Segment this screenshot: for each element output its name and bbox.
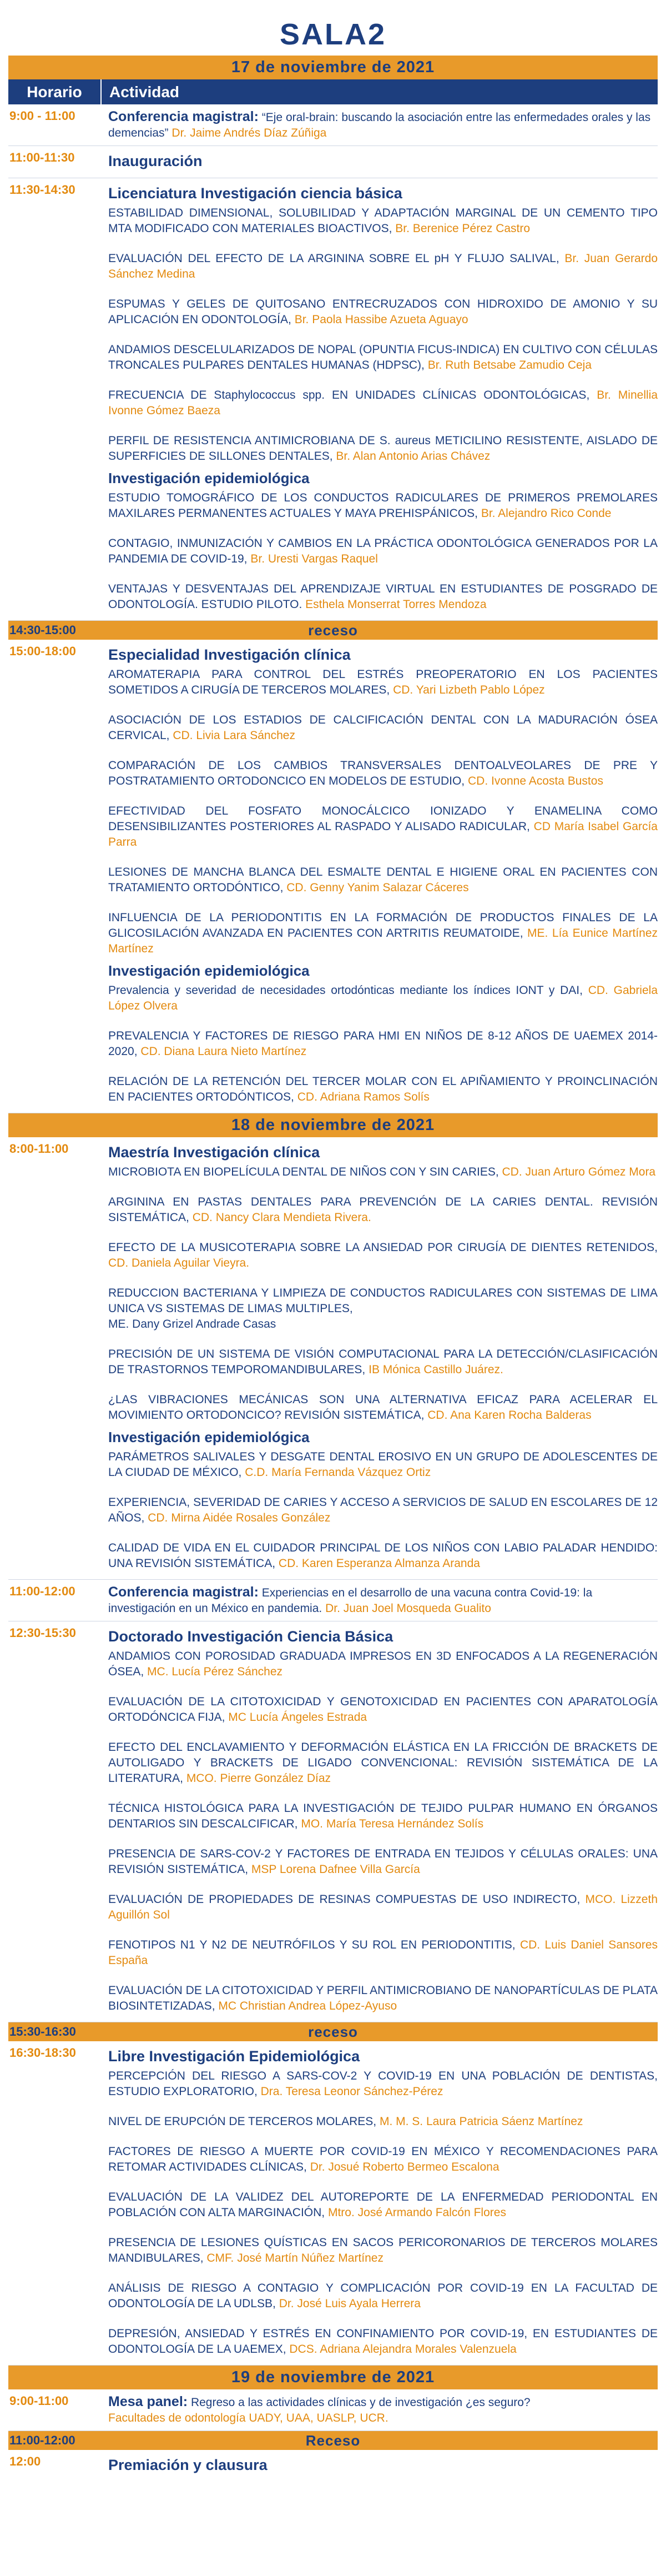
presentation-title: EXPERIENCIA, SEVERIDAD DE CARIES Y ACCESO A SERVICIOS DE SALUD EN ESCOLARES DE 12 AÑOS,: [108, 1496, 658, 1524]
session-title: Maestría Investigación clínica: [108, 1144, 320, 1161]
row-time: 11:00-12:00: [9, 1584, 75, 1598]
session-block: [108, 1621, 658, 2022]
presentation-title: ¿LAS VIBRACIONES MECÁNICAS SON UNA ALTERNATIVA EFICAZ PARA ACELERAR EL MOVIMIENTO ORTODONCICO? REVISIÓN SISTEMÁTICA,: [108, 1393, 658, 1422]
presentation-title: PARÁMETROS SALIVALES Y DESGATE DENTAL EROSIVO EN UN GRUPO DE ADOLESCENTES DE LA CIUDAD DE MÉXICO,: [108, 1450, 658, 1479]
presentation-item: [108, 536, 658, 567]
presenter: IB Mónica Castillo Juárez.: [369, 1363, 503, 1376]
presentation-item: [108, 342, 658, 373]
row-time: 11:00-11:30: [9, 150, 75, 164]
presentation-title: AROMATERAPIA PARA CONTROL DEL ESTRÉS PREOPERATORIO EN LOS PACIENTES SOMETIDOS A CIRUGÍA DE TERCEROS MOLARES,: [108, 668, 658, 696]
presentation-title: EVALUACIÓN DE LA VALIDEZ DEL AUTOREPORTE DE LA ENFERMEDAD PERIODONTAL EN POBLACIÓN CON ALTA MARGINACIÓN,: [108, 2191, 658, 2219]
presentation-item: [108, 2068, 658, 2100]
presenter: Br. Minellia Ivonne Gómez Baeza: [108, 389, 658, 417]
recess-label: receso: [308, 2023, 358, 2040]
presentation-title: ASOCIACIÓN DE LOS ESTADIOS DE CALCIFICACIÓN DENTAL CON LA MADURACIÓN ÓSEA CERVICAL,: [108, 714, 658, 742]
presentation-item: [108, 2281, 658, 2312]
presentation-title: CONTAGIO, INMUNIZACIÓN Y CAMBIOS EN LA PRÁCTICA ODONTOLÓGICA GENERADOS POR LA PANDEMIA DE COVID-19,: [108, 537, 658, 565]
recess-time: 15:30-16:30: [9, 2025, 76, 2038]
presentation-title: ANÁLISIS DE RIESGO A CONTAGIO Y COMPLICACIÓN POR COVID-19 EN LA FACULTAD DE ODONTOLOGÍA DE LA UDLSB,: [108, 2282, 658, 2310]
presentation-item: [108, 2326, 658, 2357]
presenter: MCO. Pierre González Díaz: [186, 1772, 331, 1785]
presentation-title: EVALUACIÓN DE PROPIEDADES DE RESINAS COMPUESTAS DE USO INDIRECTO,: [108, 1893, 581, 1906]
presentation-list: [108, 1449, 658, 1571]
presentation-item: [108, 1392, 658, 1423]
presentation-item: [108, 2144, 658, 2175]
presenter: CD. Diana Laura Nieto Martínez: [140, 1045, 307, 1058]
schedule-row: [8, 146, 658, 178]
presenter: ME. Lía Eunice Martínez Martínez: [108, 927, 658, 955]
panel: [108, 2389, 658, 2431]
presentation-item: [108, 490, 658, 521]
presentation-item: [108, 2190, 658, 2221]
schedule-row: [8, 2389, 658, 2431]
presenter: Dr. José Luis Ayala Herrera: [279, 2297, 421, 2310]
header-activity: Actividad: [109, 83, 180, 101]
presentation-item: [108, 804, 658, 850]
session-title: Especialidad Investigación clínica: [108, 646, 351, 663]
recess-bar: [8, 2022, 658, 2041]
presenter: MO. María Teresa Hernández Solís: [301, 1817, 484, 1830]
presentation-list: [108, 205, 658, 464]
keynote-speaker: Dr. Jaime Andrés Díaz Zúñiga: [171, 127, 327, 139]
presentation-item: [108, 865, 658, 896]
presenter: Dra. Teresa Leonor Sánchez-Pérez: [260, 2085, 443, 2098]
presentation-title: EFECTIVIDAD DEL FOSFATO MONOCÁLCICO IONIZADO Y ENAMELINA COMO DESENSIBILIZANTES POSTERIORES AL RASPADO Y ALISADO RADICULAR,: [108, 805, 658, 833]
presentation-title: ANDAMIOS CON POROSIDAD GRADUADA IMPRESOS EN 3D ENFOCADOS A LA REGENERACIÓN ÓSEA,: [108, 1650, 658, 1678]
presentation-title: FENOTIPOS N1 Y N2 DE NEUTRÓFILOS Y SU ROL EN PERIODONTITIS,: [108, 1939, 516, 1951]
presentation-list: [108, 2068, 658, 2357]
presenter: CD María Isabel García Parra: [108, 820, 658, 848]
presentation-item: [108, 1892, 658, 1923]
presenter: Mtro. José Armando Falcón Flores: [327, 2206, 506, 2219]
schedule-row: [8, 2450, 658, 2482]
presenter: CMF. José Martín Núñez Martínez: [206, 2252, 384, 2264]
presentation-item: [108, 1074, 658, 1105]
page-title: SALA2: [279, 18, 387, 51]
keynote: [108, 104, 658, 145]
presenter: MSP Lorena Dafnee Villa García: [251, 1863, 420, 1876]
presentation-title: DEPRESIÓN, ANSIEDAD Y ESTRÉS EN CONFINAMIENTO POR COVID-19, EN ESTUDIANTES DE ODONTOLOGÍA DE LA UAEMEX,: [108, 2327, 658, 2356]
presentation-item: [108, 388, 658, 419]
session-block: [108, 2041, 658, 2365]
presentation-title: PRESENCIA DE SARS-COV-2 Y FACTORES DE ENTRADA EN TEJIDOS Y CÉLULAS ORALES: UNA REVISIÓN SISTEMÁTICA,: [108, 1847, 658, 1876]
presentation-item: [108, 1194, 658, 1226]
keynote-speaker: Dr. Juan Joel Mosqueda Gualito: [325, 1602, 491, 1615]
closing: Premiación y clausura: [108, 2457, 268, 2473]
recess-bar: [8, 2431, 658, 2450]
presenter: Br. Juan Gerardo Sánchez Medina: [108, 252, 658, 280]
presenter: CD. Luis Daniel Sansores España: [108, 1939, 658, 1967]
presentation-title: PERCEPCIÓN DEL RIESGO A SARS-COV-2 Y COVID-19 EN UNA POBLACIÓN DE DENTISTAS, ESTUDIO EXPLORATORIO,: [108, 2070, 658, 2098]
presentation-item: [108, 433, 658, 464]
presentation-item: [108, 1028, 658, 1059]
day-header: 17 de noviembre de 2021: [8, 56, 658, 79]
presentation-item: [108, 2235, 658, 2266]
presentation-title: EFECTO DEL ENCLAVAMIENTO Y DEFORMACIÓN ELÁSTICA EN LA FRICCIÓN DE BRACKETS DE AUTOLIGADO Y BRACKETS DE LIGADO CONVENCIONAL: REVISIÓN SISTEMÁTICA DE LA LITERATURA,: [108, 1741, 658, 1785]
presentation-title: EVALUACIÓN DEL EFECTO DE LA ARGININA SOBRE EL pH Y FLUJO SALIVAL,: [108, 252, 559, 265]
presentation-title: FRECUENCIA DE Staphylococcus spp. EN UNIDADES CLÍNICAS ODONTOLÓGICAS,: [108, 389, 590, 401]
presenter: CD. Nancy Clara Mendieta Rivera.: [192, 1211, 371, 1224]
presentation-title: ESPUMAS Y GELES DE QUITOSANO ENTRECRUZADOS CON HIDROXIDO DE AMONIO Y SU APLICACIÓN EN ODONTOLOGÍA,: [108, 298, 658, 326]
presentation-title: VENTAJAS Y DESVENTAJAS DEL APRENDIZAJE VIRTUAL EN ESTUDIANTES DE POSGRADO DE ODONTOLOGÍA. ESTUDIO PILOTO.: [108, 583, 658, 611]
presenter: C.D. María Fernanda Vázquez Ortiz: [245, 1466, 431, 1479]
keynote-text: Experiencias en el desarrollo de una vacuna contra Covid-19: la investigación en un México en pandemia.: [108, 1586, 593, 1615]
presenter: Dr. Josué Roberto Bermeo Escalona: [310, 2161, 500, 2173]
presenter: CD. Juan Arturo Gómez Mora: [502, 1166, 656, 1178]
presentation-list: [108, 1649, 658, 2014]
session-block: [108, 178, 658, 620]
presentation-title: EVALUACIÓN DE LA CITOTOXICIDAD Y GENOTOXICIDAD EN PACIENTES CON APARATOLOGÍA ORTODÓNCICA FIJA,: [108, 1695, 658, 1724]
presentation-title: ANDAMIOS DESCELULARIZADOS DE NOPAL (OPUNTIA FICUS-INDICA) EN CULTIVO CON CÉLULAS TRONCALES PULPARES DENTALES HUMANAS (HDPSC),: [108, 343, 658, 371]
recess-time: 14:30-15:00: [9, 623, 76, 637]
presentation-item: [108, 910, 658, 957]
presentation-item: [108, 297, 658, 328]
keynote-text: “Eje oral-brain: buscando la asociación entre las enfermedades orales y las demencias”: [108, 111, 651, 139]
presentation-title: CALIDAD DE VIDA EN EL CUIDADOR PRINCIPAL DE LOS NIÑOS CON LABIO PALADAR HENDIDO: UNA REVISIÓN SISTEMÁTICA,: [108, 1541, 658, 1570]
presentation-title: EFECTO DE LA MUSICOTERAPIA SOBRE LA ANSIEDAD POR CIRUGÍA DE DIENTES RETENIDOS,: [108, 1241, 658, 1254]
presentation-title: PERFIL DE RESISTENCIA ANTIMICROBIANA DE S. aureus METICILINO RESISTENTE, AISLADO DE SUPERFICIES DE SILLONES DENTALES,: [108, 434, 658, 463]
presentation-title: LESIONES DE MANCHA BLANCA DEL ESMALTE DENTAL E HIGIENE ORAL EN PACIENTES CON TRATAMIENTO ORTODÓNTICO,: [108, 866, 658, 894]
presentation-title: REDUCCION BACTERIANA Y LIMPIEZA DE CONDUCTOS RADICULARES CON SISTEMAS DE LIMA UNICA VS SISTEMAS DE LIMAS MULTIPLES,: [108, 1287, 658, 1315]
schedule-row: [8, 1580, 658, 1621]
row-time: 12:00: [9, 2454, 41, 2468]
presentation-item: [108, 1801, 658, 1832]
presenter: Br. Alejandro Rico Conde: [481, 507, 612, 520]
keynote-label: Conferencia magistral:: [108, 109, 259, 124]
table-header: [8, 79, 658, 104]
session-block: [108, 1137, 658, 1579]
panel-label: Mesa panel:: [108, 2394, 188, 2409]
presentation-title: RELACIÓN DE LA RETENCIÓN DEL TERCER MOLAR CON EL APIÑAMIENTO Y PROINCLINACIÓN EN PACIENTES ORTODÓNTICOS,: [108, 1075, 658, 1103]
row-time: 16:30-18:30: [9, 2046, 76, 2060]
presenter: DCS. Adriana Alejandra Morales Valenzuela: [289, 2343, 517, 2356]
presenter: CD. Karen Esperanza Almanza Aranda: [278, 1557, 480, 1570]
schedule-row: [8, 1137, 658, 1580]
day-header: 19 de noviembre de 2021: [8, 2366, 658, 2389]
schedule-row: [8, 178, 658, 621]
row-time: 15:00-18:00: [9, 644, 76, 658]
presentation-title: MICROBIOTA EN BIOPELÍCULA DENTAL DE NIÑOS CON Y SIN CARIES,: [108, 1166, 499, 1178]
presentation-title: FACTORES DE RIESGO A MUERTE POR COVID-19 EN MÉXICO Y RECOMENDACIONES PARA RETOMAR ACTIVIDADES CLÍNICAS,: [108, 2145, 658, 2173]
presentation-title: PREVALENCIA Y FACTORES DE RIESGO PARA HMI EN NIÑOS DE 8-12 AÑOS DE UAEMEX 2014-2020,: [108, 1030, 658, 1058]
presentation-title: COMPARACIÓN DE LOS CAMBIOS TRANSVERSALES DENTOALVEOLARES DE PRE Y POSTRATAMIENTO ORTODONCICO EN MODELOS DE ESTUDIO,: [108, 759, 658, 787]
day-header: 18 de noviembre de 2021: [8, 1113, 658, 1137]
session-title: Doctorado Investigación Ciencia Básica: [108, 1628, 393, 1645]
presenter: CD. Ana Karen Rocha Balderas: [427, 1409, 592, 1422]
session-title: Licenciatura Investigación ciencia básica: [108, 185, 402, 202]
presenter: CD. Livia Lara Sánchez: [173, 729, 295, 742]
presentation-item: [108, 1694, 658, 1725]
presentation-item: [108, 1937, 658, 1969]
session-title: Libre Investigación Epidemiológica: [108, 2048, 360, 2065]
presentation-item: [108, 205, 658, 237]
presentation-title: ESTABILIDAD DIMENSIONAL, SOLUBILIDAD Y ADAPTACIÓN MARGINAL DE UN CEMENTO TIPO MTA MODIFICADO CON MATERIALES BIOACTIVOS,: [108, 207, 658, 235]
recess-label: Receso: [305, 2432, 361, 2449]
presentation-title: INFLUENCIA DE LA PERIODONTITIS EN LA FORMACIÓN DE PRODUCTOS FINALES DE LA GLICOSILACIÓN AVANZADA EN PACIENTES CON ARTRITIS REUMATOIDE,: [108, 911, 658, 940]
schedule-row: [8, 640, 658, 1113]
presentation-item: [108, 983, 658, 1014]
presentation-list: [108, 983, 658, 1105]
presentation-item: [108, 1449, 658, 1480]
row-time: 9:00 - 11:00: [9, 109, 75, 123]
presentation-list: [108, 1164, 658, 1423]
keynote: [108, 1580, 658, 1621]
presentation-title: Prevalencia y severidad de necesidades ortodónticas mediante los índices IONT y DAI,: [108, 984, 583, 997]
presentation-item: [108, 1740, 658, 1786]
presenter: CD. Gabriela López Olvera: [108, 984, 658, 1012]
presenter: M. M. S. Laura Patricia Sáenz Martínez: [379, 2115, 583, 2128]
presentation-item: [108, 1540, 658, 1571]
recess-label: receso: [308, 621, 358, 639]
presentation-item: [108, 1347, 658, 1378]
panel-participants: Facultades de odontología UADY, UAA, UASLP, UCR.: [108, 2412, 389, 2424]
presentation-item: [108, 1495, 658, 1526]
presentation-item: [108, 1240, 658, 1271]
presentation-list: [108, 490, 658, 612]
presenter: Br. Paola Hassibe Azueta Aguayo: [294, 313, 468, 326]
inauguration: Inauguración: [108, 153, 203, 169]
presenter: CD. Daniela Aguilar Vieyra.: [108, 1257, 250, 1269]
presentation-item: [108, 1983, 658, 2014]
presenter: Br. Alan Antonio Arias Chávez: [336, 450, 491, 463]
presentation-title: NIVEL DE ERUPCIÓN DE TERCEROS MOLARES,: [108, 2115, 377, 2128]
session-subtitle: Investigación epidemiológica: [108, 962, 310, 979]
row-time: 9:00-11:00: [9, 2394, 69, 2408]
row-time: 11:30-14:30: [9, 183, 75, 197]
schedule-row: [8, 1621, 658, 2022]
presentation-list: [108, 667, 658, 957]
session-subtitle: Investigación epidemiológica: [108, 1429, 310, 1445]
keynote-label: Conferencia magistral:: [108, 1584, 259, 1600]
presentation-title: TÉCNICA HISTOLÓGICA PARA LA INVESTIGACIÓN DE TEJIDO PULPAR HUMANO EN ÓRGANOS DENTARIOS SIN DESCALCIFICAR,: [108, 1802, 658, 1830]
session-block: [108, 640, 658, 1113]
schedule-row: [8, 2041, 658, 2366]
presentation-item: [108, 581, 658, 612]
panel-text: Regreso a las actividades clínicas y de investigación ¿es seguro?: [190, 2396, 531, 2409]
presenter: Br. Berenice Pérez Castro: [395, 222, 531, 235]
row-time: 8:00-11:00: [9, 1142, 69, 1156]
presenter: CD. Adriana Ramos Solís: [297, 1091, 430, 1103]
header-time: Horario: [8, 79, 102, 104]
presenter: Esthela Monserrat Torres Mendoza: [305, 598, 487, 611]
presenter: Br. Uresti Vargas Raquel: [250, 553, 378, 565]
presentation-item: [108, 712, 658, 744]
presentation-item: [108, 1649, 658, 1680]
schedule-row: [8, 104, 658, 146]
presenter: MCO. Lizzeth Aguillón Sol: [108, 1893, 658, 1921]
presentation-item: [108, 758, 658, 789]
presenter: CD. Genny Yanim Salazar Cáceres: [286, 881, 469, 894]
presenter: MC. Lucía Pérez Sánchez: [147, 1665, 282, 1678]
presentation-title: ESTUDIO TOMOGRÁFICO DE LOS CONDUCTOS RADICULARES DE PRIMEROS PREMOLARES MAXILARES PERMANENTES ACTUALES Y MAYA PREHISPÁNICOS,: [108, 491, 658, 520]
presenter: CD. Yari Lizbeth Pablo López: [393, 684, 545, 696]
presentation-item: [108, 1164, 658, 1180]
presentation-item: [108, 2114, 658, 2130]
session-subtitle: Investigación epidemiológica: [108, 470, 310, 486]
presenter: CD. Mirna Aidée Rosales González: [148, 1512, 331, 1524]
presentation-item: [108, 1286, 658, 1332]
presenter: CD. Ivonne Acosta Bustos: [467, 775, 603, 787]
presentation-title: ARGININA EN PASTAS DENTALES PARA PREVENCIÓN DE LA CARIES DENTAL. REVISIÓN SISTEMÁTICA,: [108, 1196, 658, 1224]
presentation-title: PRECISIÓN DE UN SISTEMA DE VISIÓN COMPUTACIONAL PARA LA DETECCIÓN/CLASIFICACIÓN DE TRASTORNOS TEMPOROMANDIBULARES,: [108, 1348, 658, 1376]
presenter: MC Lucía Ángeles Estrada: [228, 1711, 367, 1724]
recess-bar: [8, 621, 658, 640]
presentation-title: EVALUACIÓN DE LA CITOTOXICIDAD Y PERFIL ANTIMICROBIANO DE NANOPARTÍCULAS DE PLATA BIOSINTETIZADAS,: [108, 1984, 658, 2012]
presentation-item: [108, 251, 658, 282]
presenter: ME. Dany Grizel Andrade Casas: [108, 1318, 276, 1330]
recess-time: 11:00-12:00: [9, 2433, 75, 2447]
presenter: Br. Ruth Betsabe Zamudio Ceja: [427, 359, 592, 371]
presenter: MC Christian Andrea López-Ayuso: [218, 2000, 397, 2012]
row-time: 12:30-15:30: [9, 1626, 76, 1640]
presentation-item: [108, 667, 658, 698]
presentation-title: PRESENCIA DE LESIONES QUÍSTICAS EN SACOS PERICORONARIOS DE TERCEROS MOLARES MANDIBULARES,: [108, 2236, 658, 2264]
presentation-item: [108, 1846, 658, 1877]
